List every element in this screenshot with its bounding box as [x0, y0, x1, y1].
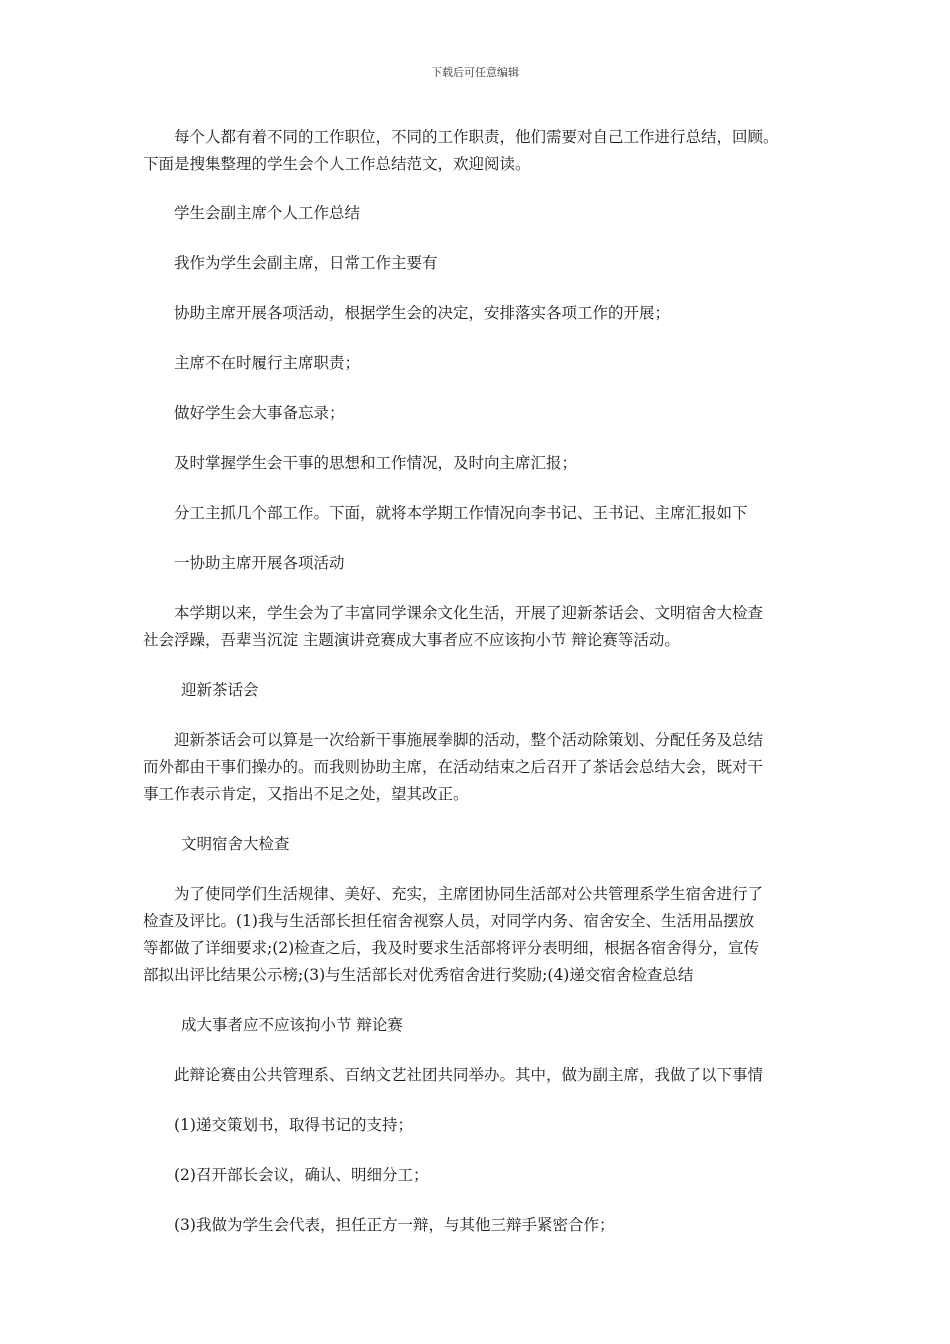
- paragraph-dorm-check: [143, 881, 823, 989]
- section-heading-debate: 成大事者应不应该拘小节 辩论赛: [181, 1016, 403, 1034]
- dorm-check-line-1: 为了使同学们生活规律、美好、充实，主席团协同生活部对公共管理系学生宿舍进行了: [174, 885, 764, 903]
- activities-line-2: 社会浮躁，吾辈当沉淀 主题演讲竞赛成大事者应不应该拘小节 辩论赛等活动。: [143, 631, 680, 649]
- tea-party-line-1: 迎新茶话会可以算是一次给新干事施展拳脚的活动，整个活动除策划、分配任务及总结: [174, 731, 764, 749]
- intro-line-1: 每个人都有着不同的工作职位，不同的工作职责，他们需要对自己工作进行总结，回顾。: [174, 128, 779, 146]
- dorm-check-line-2: 检查及评比。(1)我与生活部长担任宿舍视察人员，对同学内务、宿舍安全、生活用品摆放: [143, 912, 754, 930]
- paragraph-activities: [143, 600, 823, 654]
- dorm-check-line-3: 等都做了详细要求;(2)检查之后，我及时要求生活部将评分表明细，根据各宿舍得分，宣传: [143, 939, 760, 957]
- document-title: 学生会副主席个人工作总结: [174, 204, 361, 222]
- paragraph-debate-step-2: (2)召开部长会议，确认、明细分工；: [174, 1166, 429, 1184]
- paragraph-duty-2: 主席不在时履行主席职责；: [174, 354, 361, 372]
- section-heading-tea-party: 迎新茶话会: [181, 681, 259, 699]
- tea-party-line-3: 事工作表示肯定，又指出不足之处，望其改正。: [143, 785, 469, 803]
- section-heading-dorm-check: 文明宿舍大检查: [181, 835, 290, 853]
- page-header: 下载后可任意编辑: [431, 66, 519, 79]
- dorm-check-line-4: 部拟出评比结果公示榜;(3)与生活部长对优秀宿舍进行奖励;(4)递交宿舍检查总结: [143, 966, 694, 984]
- document-body: [143, 124, 823, 1239]
- paragraph-duty-3: 做好学生会大事备忘录；: [174, 404, 345, 422]
- intro-line-2: 下面是搜集整理的学生会个人工作总结范文，欢迎阅读。: [143, 155, 531, 173]
- paragraph-debate-intro: 此辩论赛由公共管理系、百纳文艺社团共同举办。其中，做为副主席，我做了以下事情: [174, 1066, 764, 1084]
- intro-paragraph: [143, 124, 823, 178]
- paragraph-duty-1: 协助主席开展各项活动，根据学生会的决定，安排落实各项工作的开展；: [174, 304, 671, 322]
- activities-line-1: 本学期以来，学生会为了丰富同学课余文化生活，开展了迎新茶话会、文明宿舍大检查: [174, 604, 764, 622]
- paragraph-duties-intro: 我作为学生会副主席，日常工作主要有: [174, 254, 438, 272]
- tea-party-line-2: 而外都由干事们操办的。而我则协助主席，在活动结束之后召开了茶话会总结大会，既对干: [143, 758, 764, 776]
- paragraph-debate-step-1: (1)递交策划书，取得书记的支持；: [174, 1116, 413, 1134]
- paragraph-duty-5: 分工主抓几个部工作。下面，就将本学期工作情况向李书记、王书记、主席汇报如下: [174, 504, 748, 522]
- paragraph-duty-4: 及时掌握学生会干事的思想和工作情况，及时向主席汇报；: [174, 454, 578, 472]
- section-heading-assist: 一协助主席开展各项活动: [174, 554, 345, 572]
- paragraph-debate-step-3: (3)我做为学生会代表，担任正方一辩，与其他三辩手紧密合作；: [174, 1216, 615, 1234]
- paragraph-tea-party: [143, 727, 823, 808]
